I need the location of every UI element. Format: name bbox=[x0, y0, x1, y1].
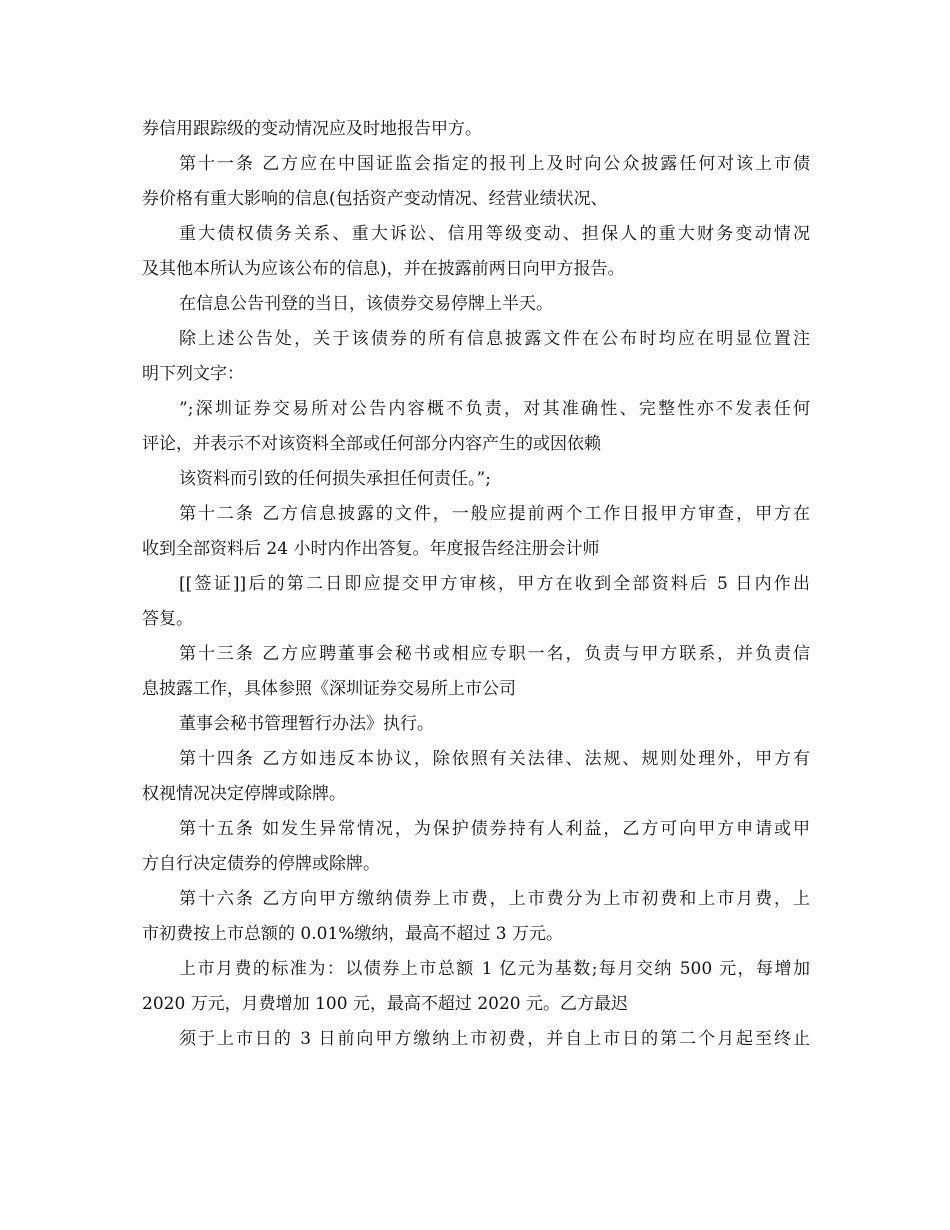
text-line-26: 2020 万元，月费增加 100 元，最高不超过 2020 元。乙方最迟 bbox=[142, 994, 628, 1014]
text-line-11: 该资料而引致的任何损失承担任何责任。”; bbox=[179, 469, 491, 489]
text-line-25: 上市月费的标准为：以债券上市总额 1 亿元为基数;每月交纳 500 元，每增加 bbox=[179, 959, 810, 979]
text-line-21: 第十五条 如发生异常情况，为保护债券持有人利益，乙方可向甲方申请或甲 bbox=[179, 819, 810, 839]
text-line-19: 第十四条 乙方如违反本协议，除依照有关法律、法规、规则处理外，甲方有 bbox=[179, 749, 810, 769]
text-line-22: 方自行决定债券的停牌或除牌。 bbox=[142, 854, 380, 874]
text-line-13: 收到全部资料后 24 小时内作出答复。年度报告经注册会计师 bbox=[142, 539, 600, 559]
text-line-15: 答复。 bbox=[142, 609, 193, 629]
text-line-17: 息披露工作，具体参照《深圳证券交易所上市公司 bbox=[142, 679, 516, 699]
text-line-27: 须于上市日的 3 日前向甲方缴纳上市初费，并自上市日的第二个月起至终止 bbox=[179, 1029, 810, 1049]
document-body bbox=[142, 112, 810, 1057]
text-line-14: [[签证]]后的第二日即应提交甲方审核，甲方在收到全部资料后 5 日内作出 bbox=[179, 574, 810, 594]
text-line-9: ”;深圳证券交易所对公告内容概不负责，对其准确性、完整性亦不发表任何 bbox=[179, 399, 810, 419]
text-line-8: 明下列文字： bbox=[142, 364, 244, 384]
text-line-10: 评论，并表示不对该资料全部或任何部分内容产生的或因依赖 bbox=[142, 434, 601, 454]
text-line-3: 券价格有重大影响的信息(包括资产变动情况、经营业绩状况、 bbox=[142, 189, 608, 209]
text-line-18: 董事会秘书管理暂行办法》执行。 bbox=[179, 714, 434, 734]
text-line-6: 在信息公告刊登的当日，该债券交易停牌上半天。 bbox=[179, 294, 553, 314]
text-line-7: 除上述公告处，关于该债券的所有信息披露文件在公布时均应在明显位置注 bbox=[179, 329, 810, 349]
text-line-12: 第十二条 乙方信息披露的文件，一般应提前两个工作日报甲方审查，甲方在 bbox=[179, 504, 810, 524]
text-line-4: 重大债权债务关系、重大诉讼、信用等级变动、担保人的重大财务变动情况 bbox=[179, 224, 810, 244]
text-line-16: 第十三条 乙方应聘董事会秘书或相应专职一名，负责与甲方联系，并负责信 bbox=[179, 644, 810, 664]
text-line-5: 及其他本所认为应该公布的信息)，并在披露前两日向甲方报告。 bbox=[142, 259, 625, 279]
text-line-2: 第十一条 乙方应在中国证监会指定的报刊上及时向公众披露任何对该上市债 bbox=[179, 154, 810, 174]
text-line-1: 券信用跟踪级的变动情况应及时地报告甲方。 bbox=[142, 119, 482, 139]
text-line-20: 权视情况决定停牌或除牌。 bbox=[142, 784, 346, 804]
text-line-24: 市初费按上市总额的 0.01%缴纳，最高不超过 3 万元。 bbox=[142, 924, 564, 944]
text-line-23: 第十六条 乙方向甲方缴纳债券上市费，上市费分为上市初费和上市月费，上 bbox=[179, 889, 810, 909]
